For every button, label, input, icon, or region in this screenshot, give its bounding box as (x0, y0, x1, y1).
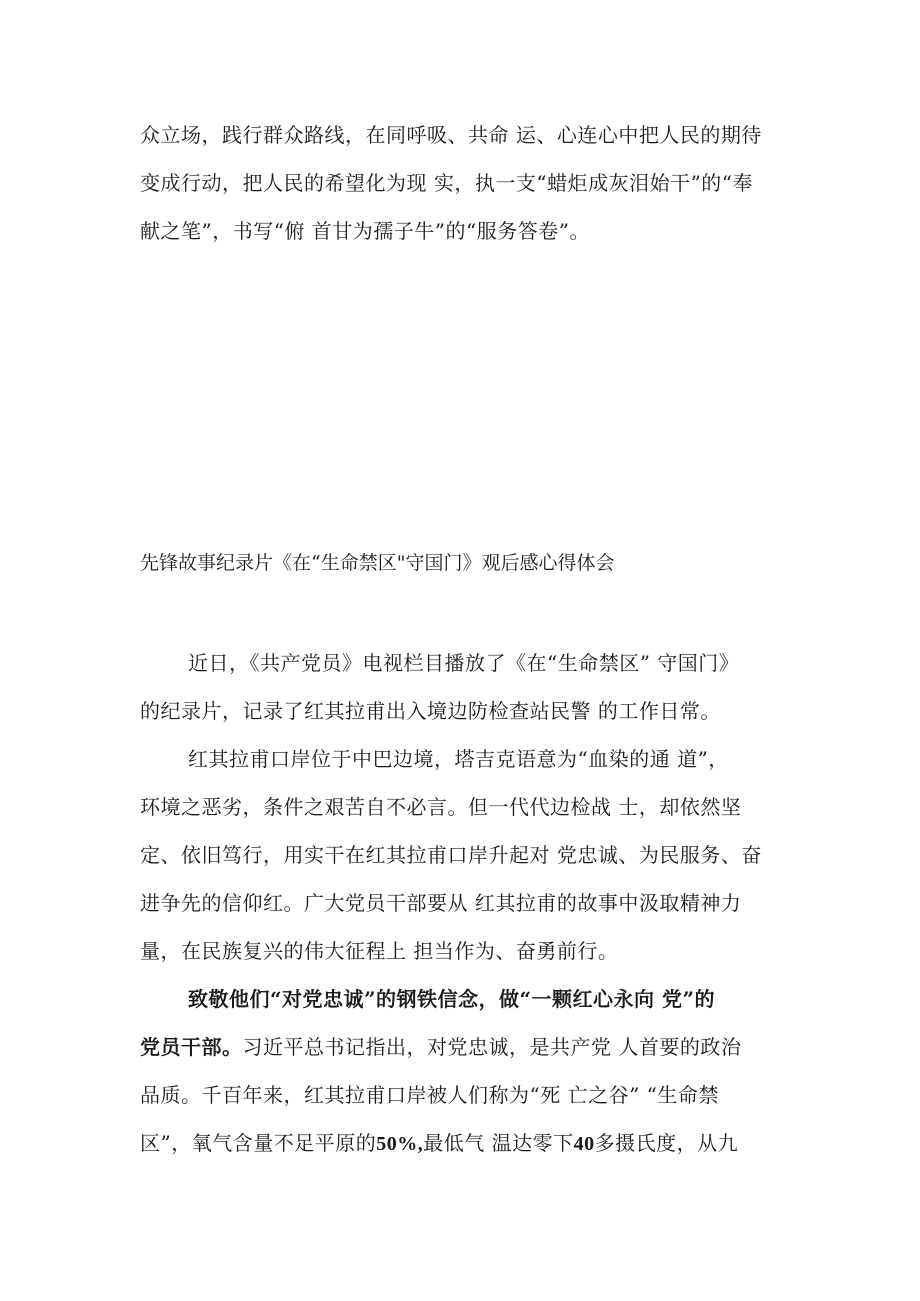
para1-line-2: 的纪录片，记录了红其拉甫出入境边防检查站民警 的工作日常。 (140, 699, 721, 723)
top-paragraph-line-1: 众立场，践行群众路线，在同呼吸、共命 运、心连心中把人民的期待 (140, 123, 762, 147)
para3-line-1: 致敬他们“对党忠诚”的钢铁信念，做“一颗红心永向 党”的 (188, 987, 715, 1011)
para3-line-4-part-a: 区”，氧气含量不足平原的 (140, 1131, 377, 1155)
para3-line-2 (140, 1035, 741, 1059)
top-paragraph-line-3: 献之笔”，书写“俯 首甘为孺子牛”的“服务答卷”。 (140, 219, 590, 243)
temperature-value: 40 (573, 1133, 595, 1155)
para2-line-5: 量，在民族复兴的伟大征程上 担当作为、奋勇前行。 (140, 939, 619, 963)
para2-line-1: 红其拉甫口岸位于中巴边境，塔吉克语意为“血染的通 道”， (188, 747, 729, 771)
para3-line-2-text: 习近平总书记指出，对党忠诚，是共产党 人首要的政治 (242, 1035, 742, 1059)
para1-line-1: 近日，《共产党员》电视栏目播放了《在“生命禁区” 守国门》 (188, 651, 740, 675)
oxygen-percent: 50%, (376, 1133, 424, 1155)
para2-line-4: 进争先的信仰红。广大党员干部要从 红其拉甫的故事中汲取精神力 (140, 891, 742, 915)
para3-line-3: 品质。千百年来，红其拉甫口岸被人们称为“死 亡之谷” “生命禁 (140, 1083, 719, 1107)
para3-line-4 (140, 1131, 738, 1156)
para3-heading-tail: 党员干部。 (140, 1035, 243, 1059)
para2-line-2: 环境之恶劣，条件之艰苦自不必言。但一代代边检战 士，却依然坚 (140, 795, 742, 819)
para3-line-4-part-c: 多摄氏度，从九 (594, 1131, 739, 1155)
top-paragraph-line-2: 变成行动，把人民的希望化为现 实，执一支“蜡炬成灰泪始干”的“奉 (140, 171, 754, 195)
para3-line-4-part-b: 最低气 温达零下 (423, 1131, 574, 1155)
article-title: 先锋故事纪录片《在“生命禁区"守国门》观后感心得体会 (140, 552, 615, 574)
para2-line-3: 定、依旧笃行，用实干在红其拉甫口岸升起对 党忠诚、为民服务、奋 (140, 843, 762, 867)
